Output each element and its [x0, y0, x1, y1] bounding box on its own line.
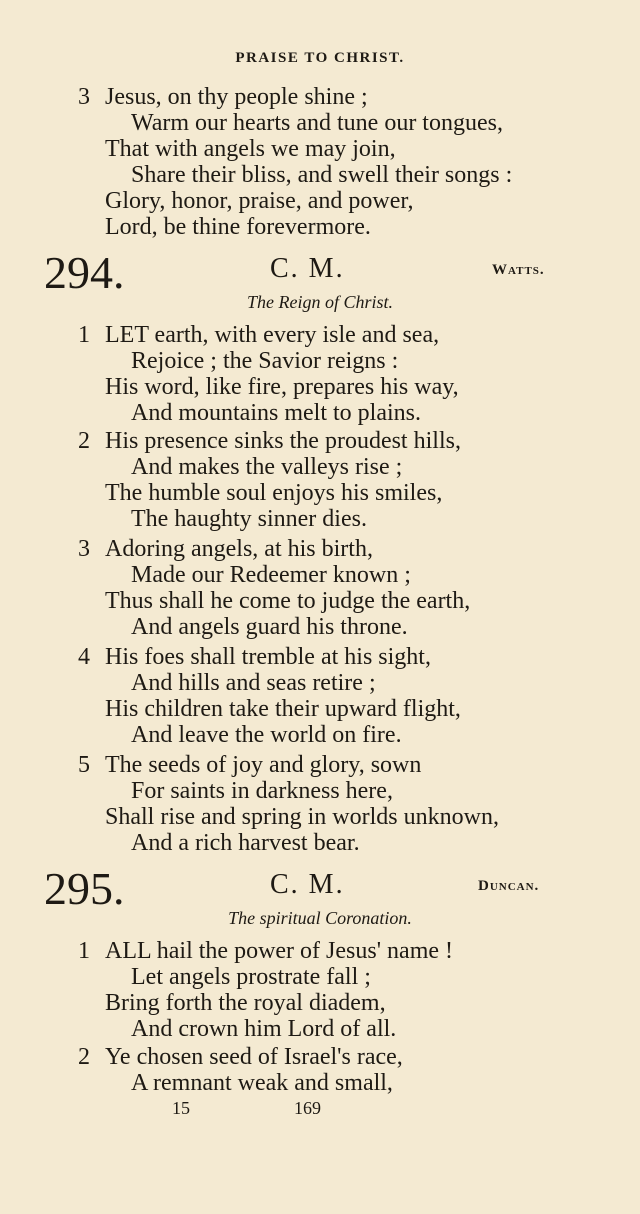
verse-line: His foes shall tremble at his sight,: [105, 644, 431, 670]
verse-line: Thus shall he come to judge the earth,: [105, 588, 471, 614]
verse-line: His word, like fire, prepares his way,: [105, 374, 459, 400]
verse-line: His children take their upward flight,: [105, 696, 461, 722]
verse-line: The humble soul enjoys his smiles,: [105, 480, 443, 506]
hymn-author: Duncan.: [478, 878, 540, 894]
verse-line: Adoring angels, at his birth,: [105, 536, 373, 562]
running-header: PRAISE TO CHRIST.: [235, 50, 405, 66]
verse-line: And makes the valleys rise ;: [131, 454, 403, 480]
hymn-meter: C. M.: [270, 253, 345, 284]
hymn-title: The Reign of Christ.: [246, 292, 393, 312]
hymn-author: Watts.: [492, 262, 545, 278]
verse-number: 4: [78, 644, 90, 670]
hymn-number: 294.: [44, 247, 125, 298]
verse-line: Bring forth the royal diadem,: [105, 990, 386, 1016]
verse-line: Glory, honor, praise, and power,: [105, 188, 414, 214]
verse-line: The haughty sinner dies.: [131, 506, 367, 532]
verse-line: Lord, be thine forevermore.: [105, 214, 371, 240]
verse-line: And mountains melt to plains.: [131, 400, 421, 426]
verse-line: Rejoice ; the Savior reigns :: [131, 348, 399, 374]
verse-line: Warm our hearts and tune our tongues,: [131, 110, 503, 136]
verse-number: 3: [78, 536, 90, 562]
verse-line: And hills and seas retire ;: [131, 670, 376, 696]
verse-line: For saints in darkness here,: [131, 778, 393, 804]
verse-line: Ye chosen seed of Israel's race,: [105, 1044, 403, 1070]
hymn-meter: C. M.: [270, 869, 345, 900]
verse-line: Made our Redeemer known ;: [131, 562, 411, 588]
page-number: 169: [294, 1098, 321, 1118]
verse-line: Share their bliss, and swell their songs :: [131, 162, 513, 188]
verse-number: 5: [78, 752, 90, 778]
verse-number: 1: [78, 322, 90, 348]
verse-line: And crown him Lord of all.: [131, 1016, 397, 1042]
verse-line: And leave the world on fire.: [131, 722, 402, 748]
verse-number: 1: [78, 938, 90, 964]
verse-number: 2: [78, 1044, 90, 1070]
verse-number: 3: [78, 84, 90, 110]
verse-number: 2: [78, 428, 90, 454]
verse-line: Jesus, on thy people shine ;: [105, 84, 368, 110]
verse-line: A remnant weak and small,: [131, 1070, 393, 1096]
verse-line: Shall rise and spring in worlds unknown,: [105, 804, 499, 830]
verse-line: LET earth, with every isle and sea,: [105, 322, 440, 348]
verse-line: That with angels we may join,: [105, 136, 396, 162]
verse-line: The seeds of joy and glory, sown: [105, 752, 422, 778]
hymn-title: The spiritual Coronation.: [228, 908, 412, 928]
verse-line: And a rich harvest bear.: [131, 830, 360, 856]
verse-line: ALL hail the power of Jesus' name !: [105, 938, 453, 964]
hymn-number: 295.: [44, 863, 125, 914]
verse-line: His presence sinks the proudest hills,: [105, 428, 461, 454]
signature-mark: 15: [172, 1098, 190, 1118]
verse-line: And angels guard his throne.: [131, 614, 408, 640]
verse-line: Let angels prostrate fall ;: [131, 964, 371, 990]
